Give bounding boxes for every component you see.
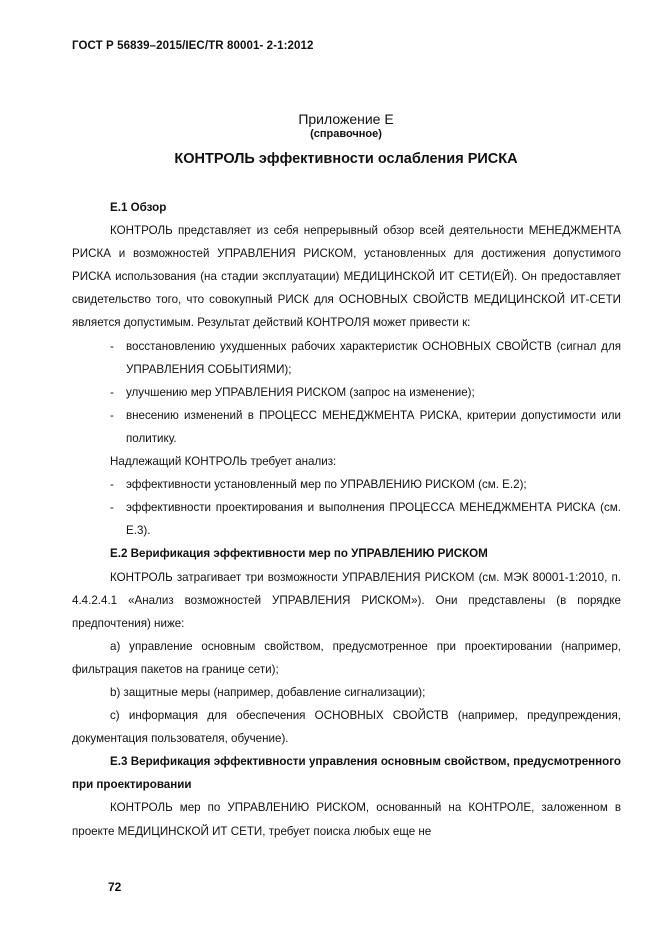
document-body xyxy=(72,196,621,843)
standard-header: ГОСТ Р 56839–2015/IEC/TR 80001- 2-1:2012 xyxy=(72,40,314,52)
section-e3-paragraph: КОНТРОЛЬ мер по УПРАВЛЕНИЮ РИСКОМ, основанный на КОНТРОЛЕ, заложенном в проекте МЕДИЦИНСКОЙ ИТ СЕТИ, требует поиска любых еще не xyxy=(72,801,621,838)
list-item-text: эффективности установленный мер по УПРАВЛЕНИЮ РИСКОМ (см. Е.2); xyxy=(126,478,527,492)
section-e1-paragraph-2: Надлежащий КОНТРОЛЬ требует анализ: xyxy=(110,455,337,469)
list-item: - улучшению мер УПРАВЛЕНИЯ РИСКОМ (запрос на изменение); xyxy=(110,385,475,399)
annex-heading: КОНТРОЛЬ эффективности ослабления РИСКА xyxy=(174,151,518,167)
section-e2-paragraph: КОНТРОЛЬ затрагивает три возможности УПРАВЛЕНИЯ РИСКОМ (см. МЭК 80001-1:2010, п. 4.4.2.4.1 «Анализ возможностей УПРАВЛЕНИЯ РИСКОМ»). Они представлены (в порядке предпочтения) ниже: xyxy=(72,570,621,630)
section-e2-heading: Е.2 Верификация эффективности мер по УПРАВЛЕНИЮ РИСКОМ xyxy=(110,547,488,561)
list-item-text: эффективности проектирования и выполнения ПРОЦЕССА МЕНЕДЖМЕНТА РИСКА (см. Е.3). xyxy=(126,501,621,538)
list-item: - эффективности проектирования и выполнения ПРОЦЕССА МЕНЕДЖМЕНТА РИСКА (см. Е.3). xyxy=(110,501,621,538)
section-e2-item-b: b) защитные меры (например, добавление сигнализации); xyxy=(110,685,426,699)
annex-type: (справочное) xyxy=(310,128,382,140)
list-item: - внесению изменений в ПРОЦЕСС МЕНЕДЖМЕНТА РИСКА, критерии допустимости или политику. xyxy=(110,408,621,445)
page-number: 72 xyxy=(108,880,122,894)
list-item-text: восстановлению ухудшенных рабочих характеристик ОСНОВНЫХ СВОЙСТВ (сигнал для УПРАВЛЕНИЯ СОБЫТИЯМИ); xyxy=(126,339,621,376)
section-e2-item-c: с) информация для обеспечения ОСНОВНЫХ СВОЙСТВ (например, предупреждения, документация пользователя, обучение). xyxy=(72,709,621,746)
annex-title: Приложение Е xyxy=(298,111,394,127)
list-item: - восстановлению ухудшенных рабочих характеристик ОСНОВНЫХ СВОЙСТВ (сигнал для УПРАВЛЕНИЯ СОБЫТИЯМИ); xyxy=(110,339,621,376)
section-e2-item-a: а) управление основным свойством, предусмотренное при проектировании (например, фильтрация пакетов на границе сети); xyxy=(72,639,621,676)
list-item-text: внесению изменений в ПРОЦЕСС МЕНЕДЖМЕНТА РИСКА, критерии допустимости или политику. xyxy=(126,408,621,445)
list-item: - эффективности установленный мер по УПРАВЛЕНИЮ РИСКОМ (см. Е.2); xyxy=(110,478,527,492)
section-e1-paragraph: КОНТРОЛЬ представляет из себя непрерывный обзор всей деятельности МЕНЕДЖМЕНТА РИСКА и возможностей УПРАВЛЕНИЯ РИСКОМ, установленных для достижения допустимого РИСКА использования (на стадии эксплуатации) МЕДИЦИНСКОЙ ИТ СЕТИ(ЕЙ). Он предоставляет свидетельство того, что совокупный РИСК для ОСНОВНЫХ СВОЙСТВ МЕДИЦИНСКОЙ ИТ-СЕТИ является допустимым. Результат действий КОНТРОЛЯ может привести к: xyxy=(72,224,621,330)
section-e3-heading: Е.3 Верификация эффективности управления основным свойством, предусмотренного при проектировании xyxy=(72,755,621,792)
list-item-text: улучшению мер УПРАВЛЕНИЯ РИСКОМ (запрос на изменение); xyxy=(126,385,475,399)
section-e1-heading: Е.1 Обзор xyxy=(110,201,167,214)
